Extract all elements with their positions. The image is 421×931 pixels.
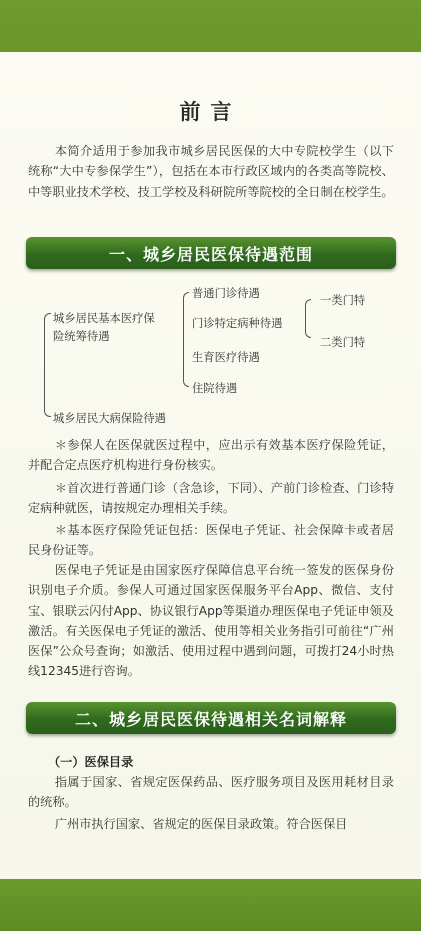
tree-class1: 一类门特	[320, 294, 366, 307]
tree-maternity: 生育医疗待遇	[192, 351, 260, 364]
e-voucher-paragraph: 医保电子凭证是由国家医疗保障信息平台统一签发的医保身份识别电子介质。参保人可通过国家医保服务平台App、微信、支付宝、银联云闪付App、协议银行App等渠道办理医保电子凭证申领及激活。有关医保电子凭证的激活、使用等相关业务指引可前往“广州医保”公众号查询；如激活、使用过程中遇到问题，可拨打24小时热线12345进行咨询。	[28, 563, 394, 679]
note-1: ＊参保人在医保就医过程中，应出示有效基本医疗保险凭证，并配合定点医疗机构进行身份核实。	[28, 438, 394, 473]
note-2: ＊首次进行普通门诊（含急诊，下同）、产前门诊检查、门诊特定病种就医，请按规定办理相关手续。	[28, 481, 394, 516]
note-3: ＊基本医疗保险凭证包括：医保电子凭证、社会保障卡或者居民身份证等。	[28, 523, 394, 558]
document-page	[0, 52, 421, 879]
tree-outpatient: 普通门诊待遇	[192, 287, 260, 300]
section1-banner: 一、城乡居民医保待遇范围	[26, 237, 396, 269]
bottom-green-band	[0, 879, 421, 931]
tree-bracket-basic	[183, 292, 189, 387]
tree-inpatient: 住院待遇	[192, 382, 238, 395]
tree-special-disease: 门诊特定病种待遇	[192, 317, 283, 330]
tree-critical-insurance: 城乡居民大病保险待遇	[53, 412, 166, 425]
tree-bracket-special	[305, 299, 311, 338]
tree-class2: 二类门特	[320, 336, 366, 349]
subsection-paragraph-2: 广州市执行国家、省规定的医保目录政策。符合医保目	[54, 817, 348, 831]
tree-basic-insurance: 城乡居民基本医疗保险统筹待遇	[53, 312, 155, 343]
section2-banner: 二、城乡居民医保待遇相关名词解释	[26, 702, 396, 734]
preface-paragraph: 本简介适用于参加我市城乡居民医保的大中专院校学生（以下统称“大中专参保学生”），包括在本市行政区域内的各类高等院校、中等职业技术学校、技工学校及科研院所等院校的全日制在校学生。	[28, 144, 394, 199]
subsection-paragraph-1: 指属于国家、省规定医保药品、医疗服务项目及医用耗材目录的统称。	[28, 775, 394, 810]
subsection-title: （一）医保目录	[48, 755, 134, 769]
page-title: 前言	[179, 100, 242, 124]
tree-bracket-main	[44, 313, 51, 417]
top-green-band	[0, 0, 421, 52]
